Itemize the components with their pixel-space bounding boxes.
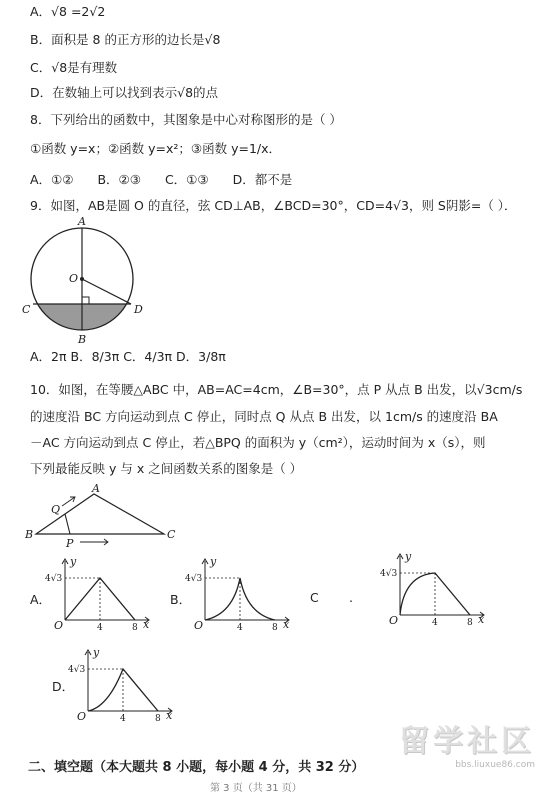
q10-line3: －AC 方向运动到点 C 停止，若△BPQ 的面积为 y（cm²），运动时间为 x（s），则 bbox=[30, 435, 486, 450]
q10-option-d: D． bbox=[52, 679, 75, 694]
q10-option-c: C bbox=[310, 590, 319, 605]
q8-option-d: D．都不是 bbox=[232, 172, 293, 187]
q8-stem: 8．下列给出的函数中，其图象是中心对称图形的是（ ） bbox=[30, 112, 342, 127]
watermark-url: bbs.liuxue86.com bbox=[455, 760, 535, 770]
center-o-dot bbox=[80, 277, 84, 281]
label-o: O bbox=[69, 272, 79, 285]
q9-stem: 9．如图，AB是圆 O 的直径，弦 CD⊥AB，∠BCD=30°，CD=4√3，则 S阴影=（ ）． bbox=[30, 198, 517, 213]
q8-option-a: A．①② bbox=[30, 172, 74, 187]
graph-b-y-label: y bbox=[210, 555, 217, 568]
graph-d-y-label: y bbox=[93, 646, 100, 659]
graph-b-x-label: x bbox=[283, 618, 290, 631]
graph-b-x8: 8 bbox=[272, 623, 278, 633]
q7-option-b: B．面积是 8 的正方形的边长是√8 bbox=[30, 32, 221, 47]
graph-d-x-label: x bbox=[166, 709, 173, 722]
page-footer: 第 3 页（共 31 页） bbox=[210, 783, 302, 794]
graph-a-x-label: x bbox=[143, 618, 150, 631]
graph-a-x4: 4 bbox=[97, 623, 103, 633]
graph-b-origin: O bbox=[194, 619, 204, 632]
graph-a bbox=[45, 556, 155, 631]
q10-option-c-dot: . bbox=[349, 590, 353, 605]
graph-d-origin: O bbox=[77, 710, 87, 723]
tri-label-b: B bbox=[25, 528, 34, 541]
label-b: B bbox=[78, 333, 87, 346]
graph-c-ymax: 4√3 bbox=[380, 569, 398, 579]
segment-pq bbox=[65, 514, 70, 534]
watermark-main: 留学社区 bbox=[399, 724, 535, 759]
q8-functions: ①函数 y=x；②函数 y=x²；③函数 y=1/x． bbox=[30, 141, 282, 156]
q8-options bbox=[30, 171, 312, 189]
q8-option-b: B．②③ bbox=[97, 172, 141, 187]
graph-a-x8: 8 bbox=[132, 623, 138, 633]
q8-option-c: C．①③ bbox=[164, 172, 209, 187]
graph-d-x8: 8 bbox=[155, 714, 161, 724]
q7-option-c: C．√8是有理数 bbox=[30, 60, 118, 75]
graph-d-x4: 4 bbox=[120, 714, 126, 724]
label-d: D bbox=[134, 303, 143, 316]
watermark-logo bbox=[399, 716, 535, 770]
section-2-heading: 二、填空题（本大题共 8 小题，每小题 4 分，共 32 分） bbox=[28, 760, 365, 775]
q10-line1: 10．如图，在等腰△ABC 中，AB=AC=4cm，∠B=30°，点 P 从点 B 出发，以√3cm/s bbox=[30, 382, 523, 397]
q10-triangle-figure bbox=[22, 484, 182, 550]
tri-label-q: Q bbox=[51, 503, 61, 516]
graph-c-y-label: y bbox=[405, 550, 412, 563]
tri-label-p: P bbox=[66, 537, 74, 550]
graph-d-ymax: 4√3 bbox=[68, 665, 86, 675]
graph-b-ymax: 4√3 bbox=[185, 574, 203, 584]
graph-c-x4: 4 bbox=[432, 618, 438, 628]
label-c: C bbox=[22, 303, 31, 316]
tri-label-c: C bbox=[167, 528, 176, 541]
graph-a-ymax: 4√3 bbox=[45, 574, 63, 584]
tri-label-a: A bbox=[92, 482, 100, 495]
q10-line2: 的速度沿 BC 方向运动到点 C 停止，同时点 Q 从点 B 出发，以 1cm/s 的速度沿 BA bbox=[30, 409, 498, 424]
q10-option-a: A． bbox=[30, 592, 52, 607]
graph-c-x-label: x bbox=[478, 613, 485, 626]
graph-a-y-label: y bbox=[70, 555, 77, 568]
graph-c-origin: O bbox=[389, 614, 399, 627]
graph-c bbox=[380, 551, 490, 626]
label-a: A bbox=[78, 215, 86, 228]
right-angle-mark bbox=[82, 297, 89, 304]
graph-c-x8: 8 bbox=[467, 618, 473, 628]
graph-b-x4: 4 bbox=[237, 623, 243, 633]
q7-option-a: A．√8 =2√2 bbox=[30, 4, 106, 19]
q7-option-d: D．在数轴上可以找到表示√8的点 bbox=[30, 85, 219, 100]
q9-options: A．2π B．8/3π C．4/3π D．3/8π bbox=[30, 349, 226, 364]
graph-a-origin: O bbox=[54, 619, 64, 632]
q10-option-b: B． bbox=[170, 592, 192, 607]
q9-circle-figure bbox=[20, 215, 160, 346]
q10-line4: 下列最能反映 y 与 x 之间函数关系的图象是（ ） bbox=[30, 461, 303, 476]
graph-d bbox=[68, 647, 178, 722]
graph-b bbox=[185, 556, 295, 631]
